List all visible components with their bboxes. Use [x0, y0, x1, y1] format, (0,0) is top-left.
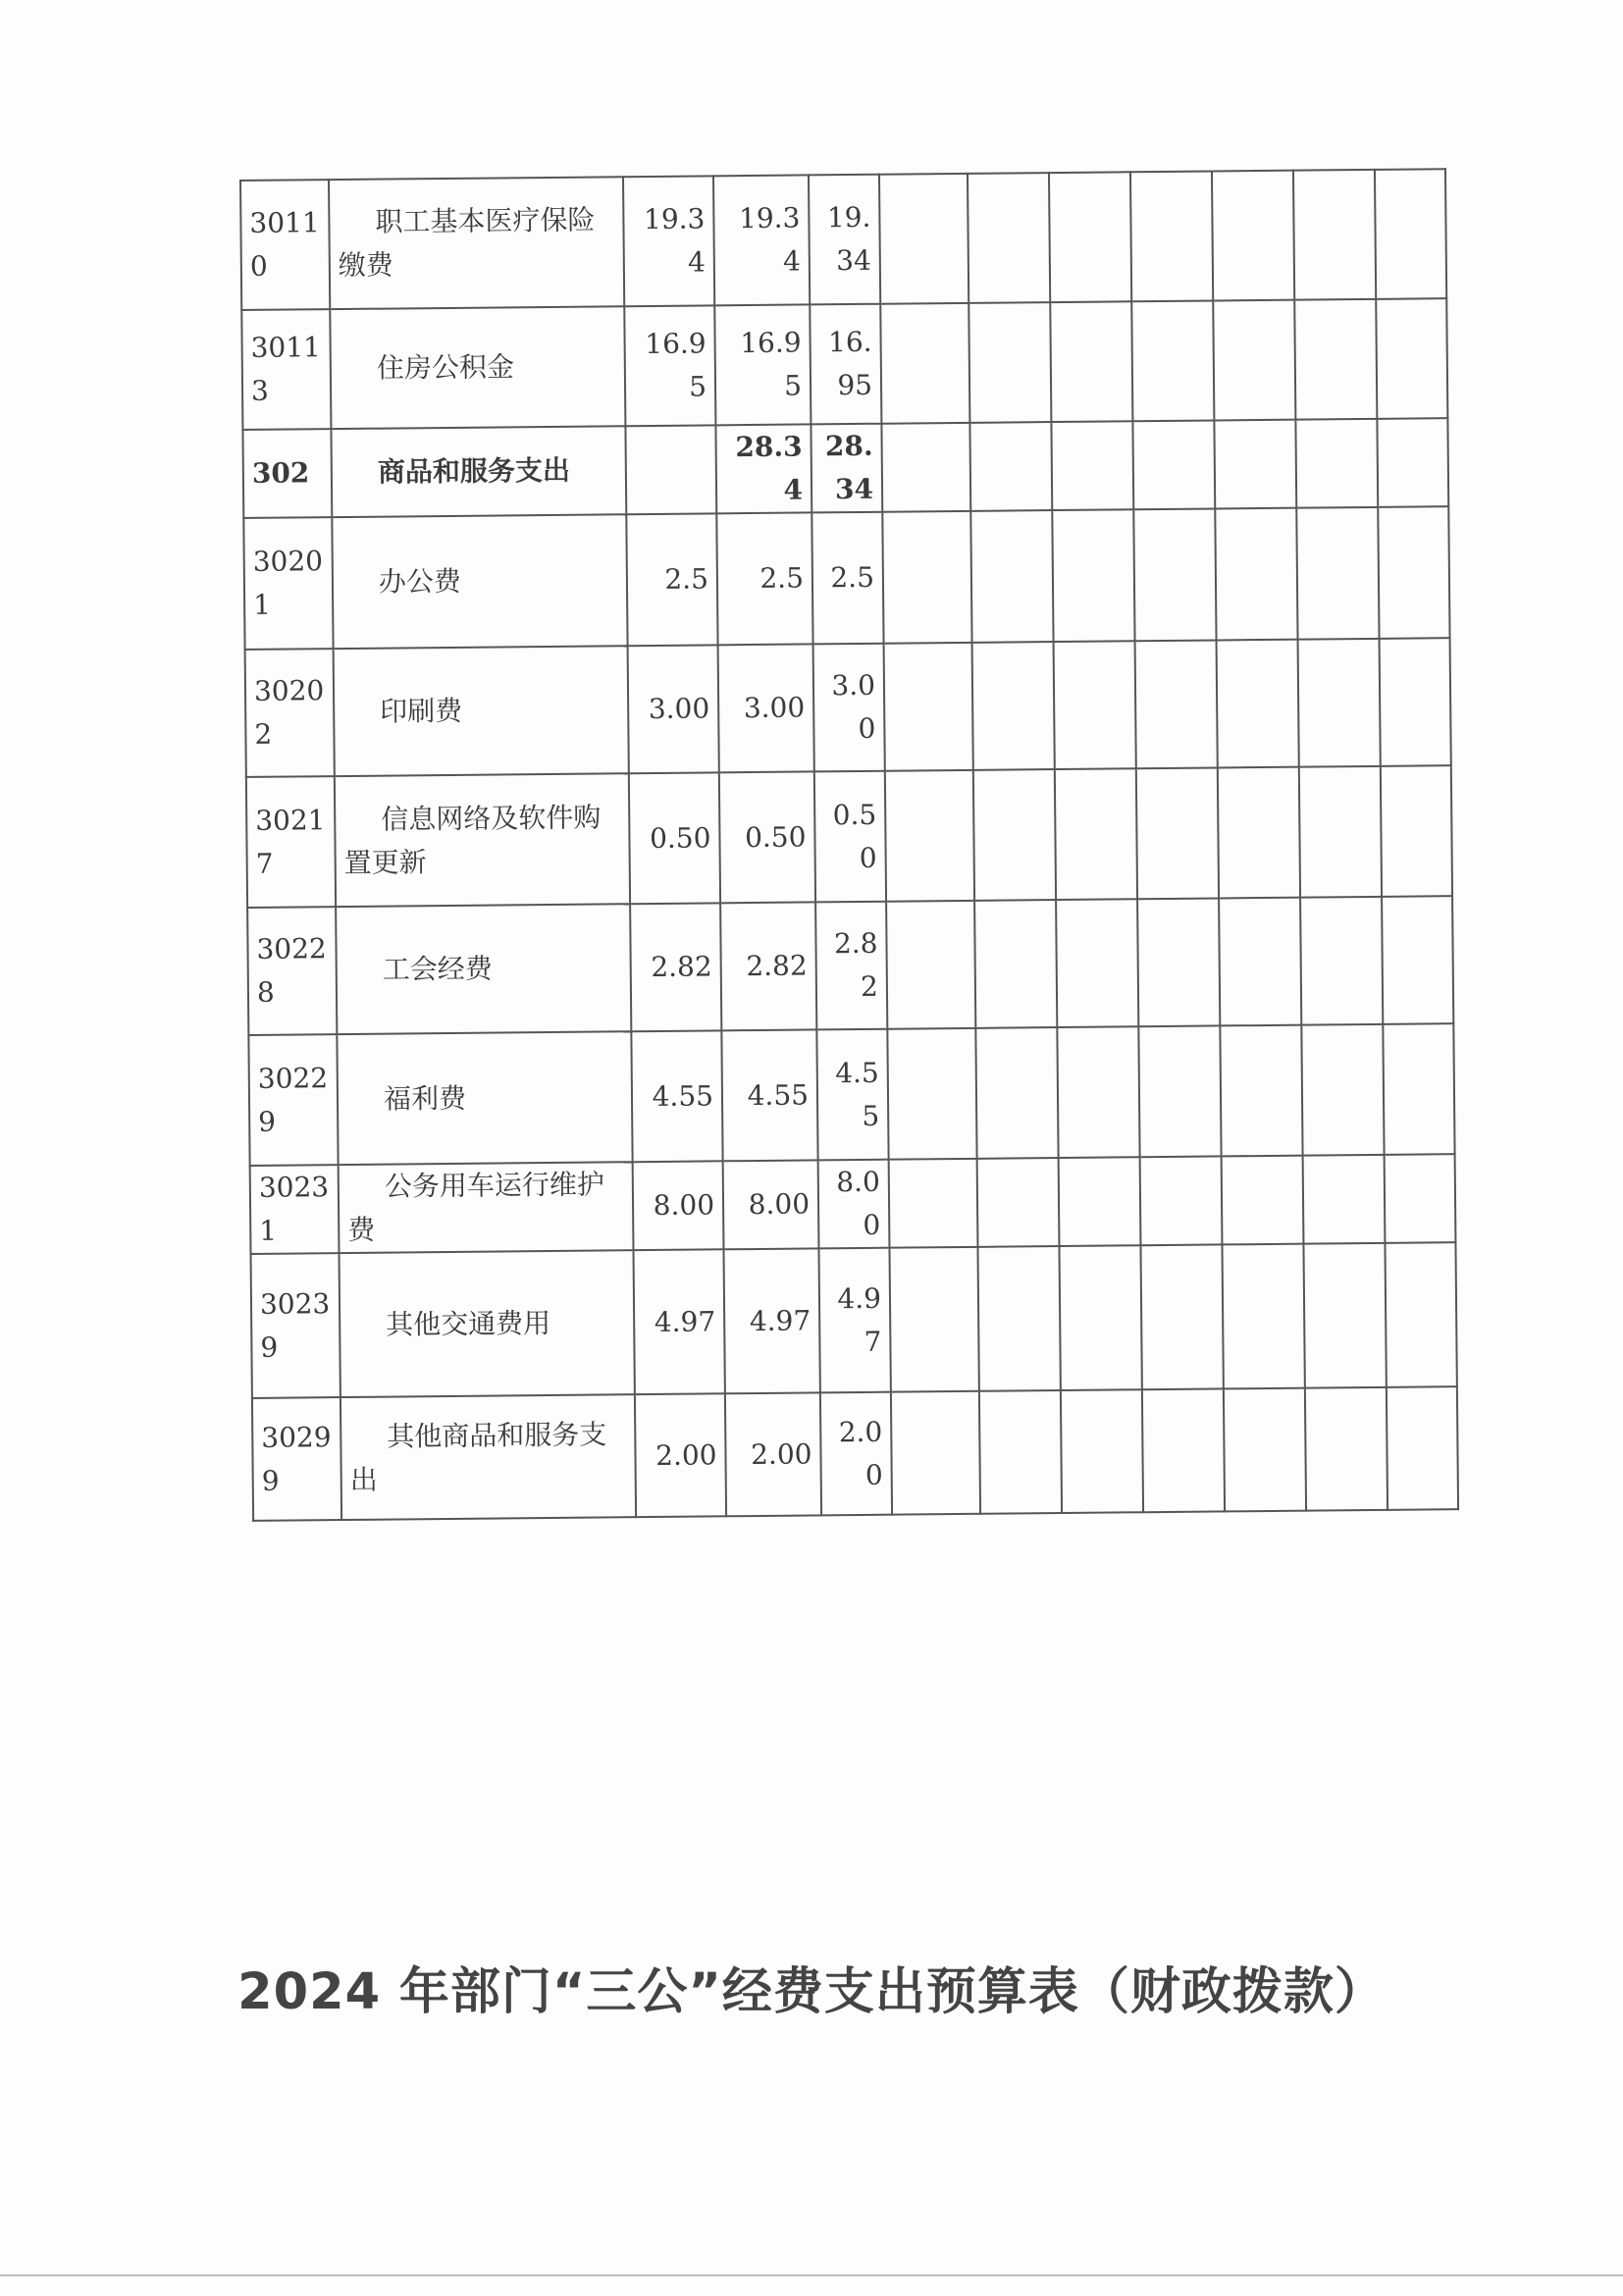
- row-value: [979, 1390, 1062, 1514]
- table-row: [250, 1154, 1456, 1254]
- table-row: [248, 1023, 1454, 1166]
- row-code: 30217: [246, 776, 336, 908]
- row-value: 2.00: [820, 1392, 892, 1516]
- row-value: [881, 423, 970, 512]
- table-row: [243, 506, 1449, 650]
- row-value: [1301, 1024, 1384, 1156]
- row-value: 2.82: [720, 902, 816, 1030]
- row-code: 30299: [252, 1397, 341, 1521]
- row-value: 3.00: [628, 645, 719, 773]
- table-row: [242, 418, 1448, 518]
- row-value: [969, 302, 1051, 423]
- row-value: 2.5: [716, 512, 812, 645]
- row-value: [1054, 641, 1136, 769]
- row-value: [1377, 418, 1448, 507]
- row-value: [1133, 508, 1216, 641]
- row-value: [1212, 171, 1294, 301]
- row-value: 4.55: [631, 1030, 722, 1162]
- row-value: [972, 642, 1055, 770]
- row-value: [891, 1391, 980, 1515]
- row-value: [1061, 1389, 1143, 1513]
- table-row: [251, 1242, 1457, 1398]
- row-value: 4.97: [723, 1248, 819, 1393]
- row-value: [1130, 171, 1213, 301]
- row-code: 30202: [245, 649, 335, 777]
- table-row: [247, 896, 1453, 1035]
- row-value: 28.34: [715, 424, 812, 513]
- row-value: [1378, 506, 1449, 639]
- row-value: [1300, 897, 1383, 1025]
- table-row: [246, 765, 1452, 908]
- row-code: 30239: [251, 1253, 340, 1398]
- page-bottom-rule: [0, 2274, 1623, 2276]
- row-value: [625, 425, 716, 514]
- row-value: 16.95: [714, 304, 811, 425]
- row-value: [969, 422, 1052, 511]
- row-value: [1059, 1157, 1141, 1246]
- row-value: [1215, 508, 1297, 641]
- table-row: [240, 169, 1446, 310]
- table-row: [252, 1386, 1458, 1521]
- row-code: 30231: [250, 1165, 340, 1254]
- row-value: [1217, 640, 1299, 768]
- row-value: [1059, 1245, 1141, 1390]
- row-value: 0.50: [719, 771, 815, 903]
- row-value: [1296, 507, 1379, 640]
- row-value: 19.34: [623, 176, 714, 306]
- row-name: 商品和服务支出: [331, 426, 626, 517]
- row-name: 公务用车运行维护费: [339, 1162, 634, 1253]
- row-code: 30201: [243, 517, 333, 650]
- row-value: 19.34: [809, 175, 880, 305]
- row-name: 其他交通费用: [340, 1250, 635, 1397]
- row-value: 2.00: [725, 1392, 821, 1516]
- row-value: [1138, 1025, 1221, 1157]
- row-value: [1051, 421, 1133, 510]
- row-value: [1376, 298, 1447, 419]
- row-value: [1132, 420, 1215, 509]
- row-value: [970, 510, 1053, 643]
- row-value: 4.55: [816, 1029, 888, 1161]
- row-name: 住房公积金: [330, 306, 625, 429]
- row-value: 2.5: [812, 512, 883, 645]
- row-name: 其他商品和服务支出: [340, 1394, 636, 1520]
- row-value: [968, 173, 1050, 303]
- row-value: 4.55: [721, 1029, 817, 1161]
- row-value: [1057, 1026, 1139, 1158]
- row-value: [1055, 768, 1137, 900]
- row-name: 福利费: [337, 1031, 632, 1165]
- row-code: 30110: [240, 180, 330, 310]
- row-value: 8.00: [723, 1160, 819, 1249]
- row-value: [889, 1247, 978, 1392]
- row-value: 2.82: [630, 903, 721, 1031]
- row-value: [977, 1158, 1060, 1247]
- row-value: [1052, 509, 1134, 642]
- row-code: 30113: [241, 309, 331, 430]
- row-value: [1305, 1387, 1387, 1511]
- row-name: 印刷费: [334, 646, 629, 776]
- row-value: 19.34: [713, 175, 810, 305]
- row-value: 2.82: [815, 902, 887, 1030]
- row-value: [1135, 640, 1218, 768]
- row-value: [1050, 301, 1132, 422]
- row-name: 信息网络及软件购置更新: [335, 773, 630, 907]
- row-code: 302: [242, 429, 332, 518]
- row-value: [1294, 299, 1377, 420]
- row-value: 28.34: [811, 424, 882, 513]
- row-name: 职工基本医疗保险缴费: [329, 177, 624, 309]
- row-value: [1137, 898, 1220, 1026]
- row-value: 8.00: [818, 1160, 890, 1249]
- row-value: [1375, 169, 1446, 299]
- row-value: [974, 900, 1057, 1028]
- row-value: [1303, 1243, 1386, 1388]
- row-value: [1224, 1388, 1306, 1512]
- row-value: [1387, 1386, 1458, 1510]
- row-value: [1131, 300, 1214, 421]
- row-code: 30228: [247, 907, 337, 1035]
- row-value: 4.97: [818, 1248, 890, 1393]
- row-value: [885, 770, 974, 902]
- row-value: [1381, 765, 1452, 897]
- row-value: [882, 511, 971, 644]
- row-name: 工会经费: [336, 904, 631, 1034]
- row-value: [973, 769, 1056, 901]
- row-value: [884, 643, 973, 771]
- row-value: [1136, 767, 1219, 899]
- row-value: [1140, 1156, 1223, 1245]
- row-value: [1218, 767, 1300, 899]
- row-value: [889, 1159, 978, 1248]
- row-value: [1383, 1023, 1454, 1155]
- row-value: [880, 303, 969, 424]
- row-value: 2.00: [635, 1393, 726, 1517]
- row-value: [1385, 1154, 1456, 1243]
- row-value: [886, 901, 975, 1029]
- row-value: [879, 174, 969, 304]
- row-value: 0.50: [814, 771, 886, 903]
- row-value: [1298, 639, 1381, 767]
- row-value: [1293, 170, 1376, 300]
- row-value: [887, 1028, 976, 1160]
- row-value: [1222, 1244, 1304, 1389]
- row-value: 16.95: [624, 305, 715, 426]
- table-row: [241, 298, 1447, 430]
- row-value: 2.5: [626, 513, 717, 646]
- row-code: 30229: [248, 1034, 338, 1166]
- row-value: 4.97: [633, 1249, 724, 1394]
- row-value: [1213, 300, 1295, 421]
- row-value: [1219, 898, 1301, 1026]
- row-value: [1303, 1155, 1386, 1244]
- row-value: 3.00: [718, 644, 814, 772]
- table-row: [245, 638, 1451, 777]
- row-value: [1382, 896, 1453, 1024]
- row-value: [1222, 1156, 1304, 1245]
- row-value: [1299, 766, 1382, 898]
- row-value: 16.95: [810, 304, 881, 425]
- row-value: [977, 1246, 1060, 1391]
- row-value: [1295, 419, 1378, 508]
- row-value: [1142, 1388, 1225, 1512]
- row-value: 8.00: [633, 1161, 724, 1250]
- row-value: [1214, 420, 1296, 509]
- table-body: [240, 169, 1458, 1521]
- budget-table: [239, 168, 1459, 1522]
- row-value: [1220, 1025, 1302, 1157]
- row-value: [1056, 899, 1138, 1027]
- row-value: [1140, 1244, 1223, 1389]
- row-value: 0.50: [629, 772, 720, 904]
- row-name: 办公费: [332, 514, 627, 649]
- page-title: 2024 年部门“三公”经费支出预算表（财政拨款）: [237, 1963, 1386, 2021]
- row-value: [975, 1027, 1058, 1159]
- row-value: [1380, 638, 1451, 766]
- row-value: [1049, 172, 1131, 302]
- row-value: [1385, 1242, 1456, 1387]
- row-value: 3.00: [813, 644, 885, 772]
